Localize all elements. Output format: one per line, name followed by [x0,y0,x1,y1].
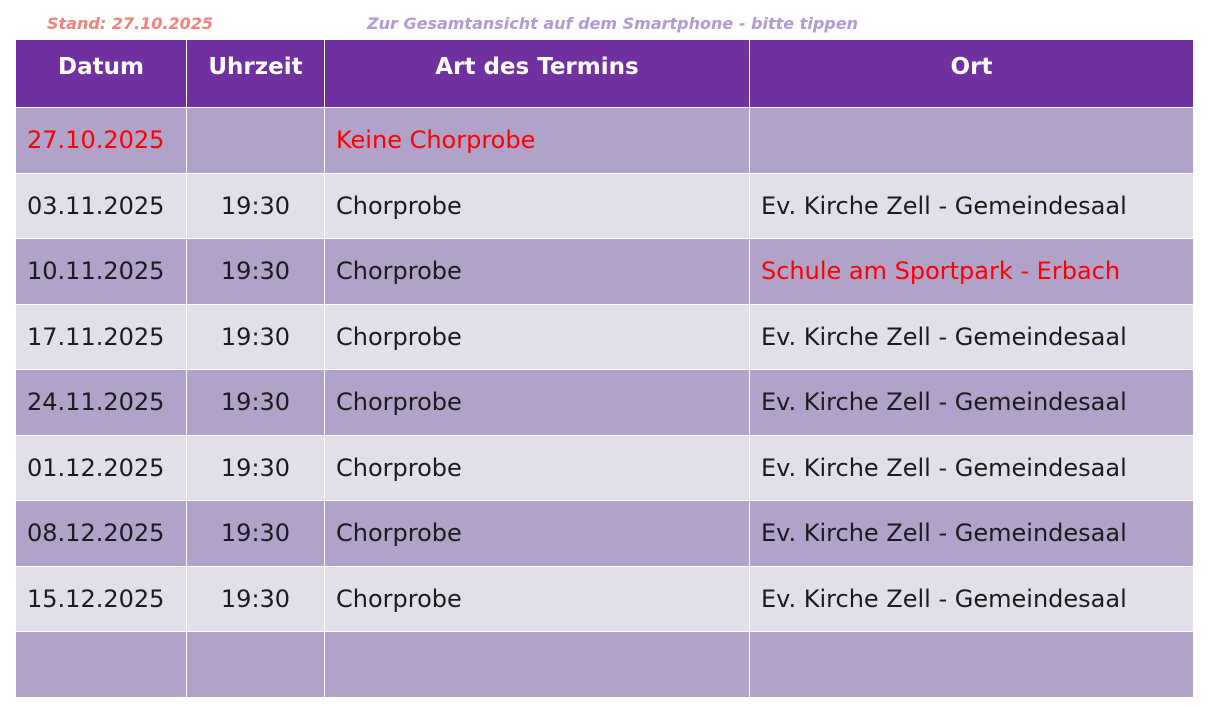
table-row [16,566,1194,632]
cell-datum: 08.12.2025 [16,501,187,567]
cell-ort: Ev. Kirche Zell - Gemeindesaal [750,304,1194,370]
cell-art: Chorprobe [325,304,750,370]
table-row [16,108,1194,174]
cell-ort: Ev. Kirche Zell - Gemeindesaal [750,501,1194,567]
column-header-ort: Ort [750,40,1194,108]
cell-uhrzeit: 19:30 [187,304,325,370]
cell-ort: Ev. Kirche Zell - Gemeindesaal [750,566,1194,632]
cell-datum: 01.12.2025 [16,435,187,501]
cell-art [325,632,750,698]
table-row [16,632,1194,698]
cell-uhrzeit [187,108,325,174]
cell-art: Chorprobe [325,173,750,239]
stand-date: Stand: 27.10.2025 [47,14,213,33]
cell-ort: Ev. Kirche Zell - Gemeindesaal [750,370,1194,436]
column-header-art: Art des Termins [325,40,750,108]
cell-ort [750,108,1194,174]
table-row [16,239,1194,305]
cell-art: Chorprobe [325,370,750,436]
column-header-uhrzeit: Uhrzeit [187,40,325,108]
cell-ort: Ev. Kirche Zell - Gemeindesaal [750,435,1194,501]
smartphone-view-hint[interactable]: Zur Gesamtansicht auf dem Smartphone - bitte tippen [367,14,858,33]
table-row [16,173,1194,239]
cell-uhrzeit: 19:30 [187,173,325,239]
cell-art: Chorprobe [325,239,750,305]
cell-uhrzeit: 19:30 [187,435,325,501]
cell-uhrzeit [187,632,325,698]
cell-datum: 10.11.2025 [16,239,187,305]
table-row [16,370,1194,436]
table-header-row [16,40,1194,108]
cell-datum: 15.12.2025 [16,566,187,632]
cell-datum [16,632,187,698]
table-row [16,501,1194,567]
cell-datum: 27.10.2025 [16,108,187,174]
cell-ort: Schule am Sportpark - Erbach [750,239,1194,305]
table-row [16,435,1194,501]
cell-uhrzeit: 19:30 [187,501,325,567]
cell-art: Keine Chorprobe [325,108,750,174]
cell-art: Chorprobe [325,566,750,632]
cell-uhrzeit: 19:30 [187,239,325,305]
cell-ort: Ev. Kirche Zell - Gemeindesaal [750,173,1194,239]
cell-art: Chorprobe [325,501,750,567]
cell-ort [750,632,1194,698]
column-header-datum: Datum [16,40,187,108]
cell-datum: 24.11.2025 [16,370,187,436]
table-row [16,304,1194,370]
cell-art: Chorprobe [325,435,750,501]
cell-datum: 17.11.2025 [16,304,187,370]
cell-datum: 03.11.2025 [16,173,187,239]
schedule-table [15,39,1194,698]
cell-uhrzeit: 19:30 [187,370,325,436]
cell-uhrzeit: 19:30 [187,566,325,632]
